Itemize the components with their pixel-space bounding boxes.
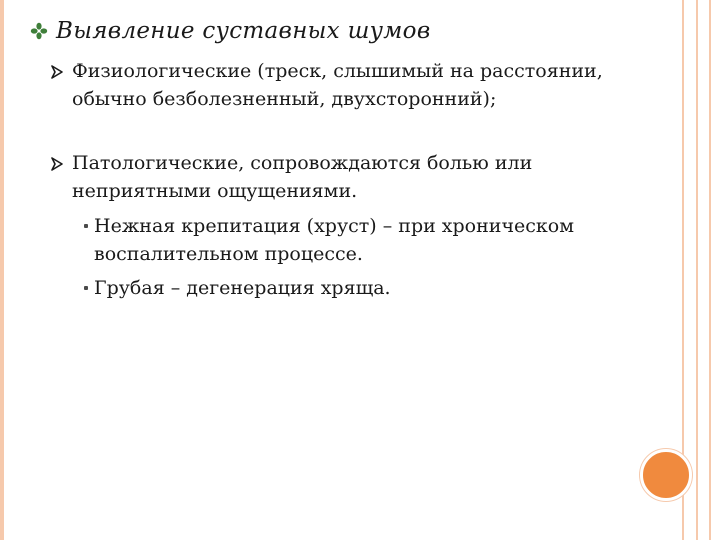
heading-text: Выявление суставных шумов	[56, 18, 431, 44]
dot-bullet-icon	[84, 224, 88, 228]
diamond-bullet-icon	[30, 22, 48, 40]
sub-list-item	[84, 274, 604, 302]
sub-list-item	[84, 212, 604, 268]
arrow-bullet-icon	[50, 157, 64, 171]
list-item	[50, 57, 610, 113]
arrow-bullet-icon	[50, 65, 64, 79]
item-text: Физиологические (треск, слышимый на расстоянии, обычно безболезненный, двухсторонний);	[72, 60, 603, 110]
left-frame-line	[0, 0, 4, 540]
orange-circle-decoration	[640, 449, 692, 501]
list-item	[50, 149, 610, 205]
subitem-text: Нежная крепитация (хруст) – при хроническом воспалительном процессе.	[94, 215, 574, 265]
right-frame-line-2	[696, 0, 698, 540]
subitem-text: Грубая – дегенерация хряща.	[94, 277, 391, 299]
right-frame-line-3	[709, 0, 711, 540]
slide-heading	[30, 18, 431, 44]
dot-bullet-icon	[84, 286, 88, 290]
item-text: Патологические, сопровождаются болью или неприятными ощущениями.	[72, 152, 533, 202]
